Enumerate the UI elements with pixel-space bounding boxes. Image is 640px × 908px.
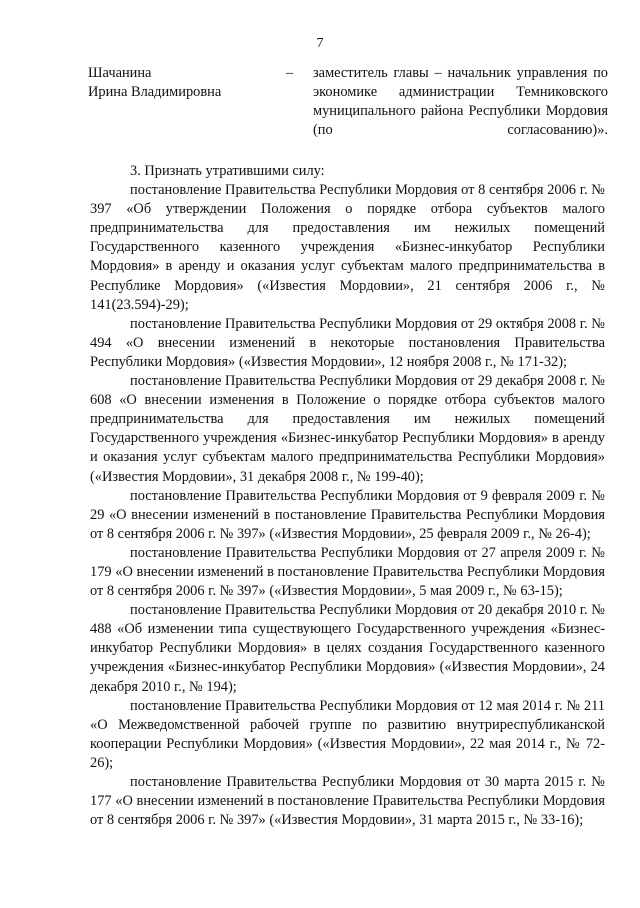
member-dash: – bbox=[286, 65, 294, 81]
repealed-act-paragraph: постановление Правительства Республики Мордовия от 12 мая 2014 г. № 211 «О Межведомственной рабочей группе по развитию внутриреспубликанской кооперации Республики Мордовия» («Известия Мордовии», 22 мая 2014 г., № 72-26); bbox=[90, 697, 605, 771]
section-title: 3. Признать утратившими силу: bbox=[130, 163, 325, 179]
repealed-act-paragraph: постановление Правительства Республики Мордовия от 8 сентября 2006 г. № 397 «Об утверждении Положения о порядке отбора субъектов малого предпринимательства для предоставления им нежилых помещений Государственного казенного учреждения «Бизнес-инкубатор Республики Мордовия» в аренду и оказания услуг субъектам малого предпринимательства в Республике Мордовия» («Известия Мордовии», 21 сентября 2006 г., № 141(23.594)-29); bbox=[90, 182, 605, 313]
member-role: заместитель главы – начальник управления по экономике администрации Темниковского муниципального района Республики Мордовия (по согласованию)». bbox=[313, 65, 608, 138]
repealed-act-paragraph: постановление Правительства Республики Мордовия от 29 декабря 2008 г. № 608 «О внесении изменения в Положение о порядке отбора субъектов малого предпринимательства для предоставления им нежилых помещений Государственного учреждения «Бизнес-инкубатор Республики Мордовия» в аренду и оказания услуг субъектам малого предпринимательства Республики Мордовия» («Известия Мордовии», 31 декабря 2008 г., № 199-40); bbox=[90, 373, 605, 485]
repealed-act-paragraph: постановление Правительства Республики Мордовия от 30 марта 2015 г. № 177 «О внесении изменений в постановление Правительства Республики Мордовия от 8 сентября 2006 г. № 397» («Известия Мордовии», 31 марта 2015 г., № 33-16); bbox=[90, 774, 605, 829]
repealed-act-paragraph: постановление Правительства Республики Мордовия от 9 февраля 2009 г. № 29 «О внесении изменений в постановление Правительства Республики Мордовия от 8 сентября 2006 г. № 397» («Известия Мордовии», 25 февраля 2009 г., № 26-4); bbox=[90, 487, 605, 542]
repealed-act-paragraph: постановление Правительства Республики Мордовия от 20 декабря 2010 г. № 488 «Об изменении типа существующего Государственного учреждения «Бизнес-инкубатор Республики Мордовия» в целях создания Государственного казенного учреждения «Бизнес-инкубатор Республики Мордовия» («Известия Мордовии», 24 декабря 2010 г., № 194); bbox=[90, 602, 605, 695]
document-body bbox=[90, 162, 605, 830]
member-given-names: Ирина Владимировна bbox=[88, 84, 222, 100]
repealed-act-paragraph: постановление Правительства Республики Мордовия от 27 апреля 2009 г. № 179 «О внесении изменений в постановление Правительства Республики Мордовия от 8 сентября 2006 г. № 397» («Известия Мордовии», 5 мая 2009 г., № 63-15); bbox=[90, 544, 605, 600]
repealed-act-paragraph: постановление Правительства Республики Мордовия от 29 октября 2008 г. № 494 «О внесении изменений в некоторые постановления Правительства Республики Мордовия» («Известия Мордовии», 12 ноября 2008 г., № 171-32); bbox=[90, 315, 605, 370]
member-name bbox=[88, 64, 288, 102]
page-number: 7 bbox=[316, 36, 324, 51]
member-surname: Шачанина bbox=[88, 65, 152, 81]
